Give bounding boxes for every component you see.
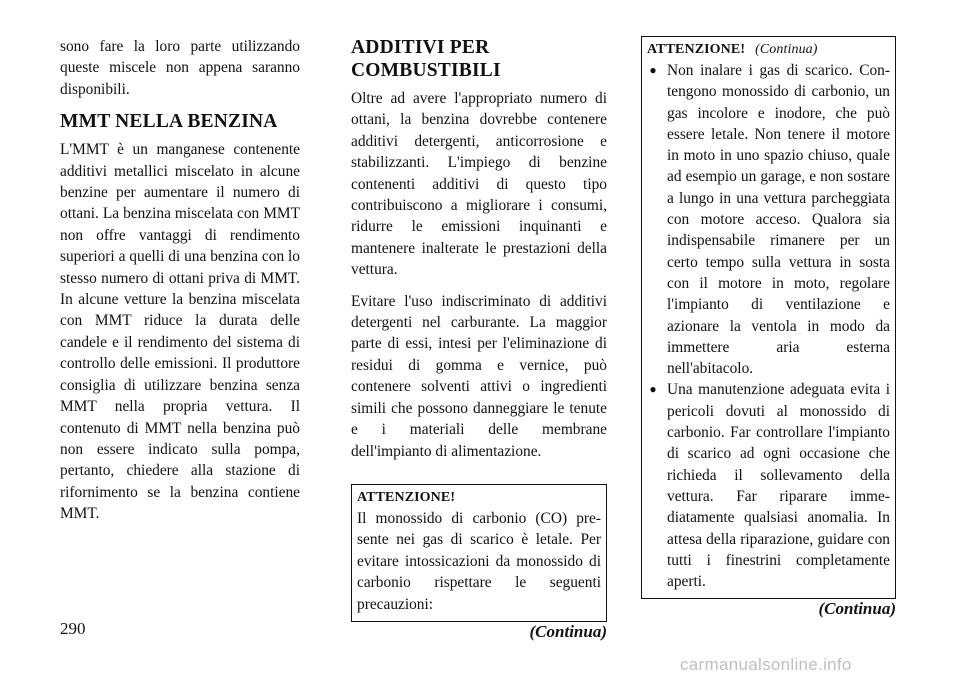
page-number: 290	[60, 619, 86, 638]
bullet-icon: ●	[649, 382, 657, 397]
column-left	[60, 36, 300, 525]
warning-bullet-list	[647, 60, 890, 592]
column-right	[641, 36, 896, 619]
heading-line-2: COMBUSTIBILI	[351, 60, 501, 81]
bullet-icon: ●	[649, 63, 657, 77]
bullet-text: Non inalare i gas di scarico. Contengono monossido di carbonio, un gas incolore e inodore, che può essere letale. Non tenere il motore in moto in uno spazio chiuso, quale ad esempio un garage, e non sostare a lungo in una vettura parcheggiata con motore acceso. Qualora sia indispensabile rimanere per un certo tempo sulla vettura in sosta con il motore in moto, regolare l'impianto di ventilazione e azionare la ventola in modo da immettere aria esterna nell'abitacolo.	[667, 62, 890, 378]
warning-box-continued	[641, 36, 896, 599]
heading-line-1: ADDITIVI PER	[351, 37, 490, 58]
warning-title-text: ATTENZIONE!	[647, 42, 746, 57]
continua-label: (Continua)	[529, 621, 607, 641]
additivi-paragraph-2: Evitare l'uso indiscriminato di additivi detergenti nel carburante. La maggior parte di essi, intesi per l'eliminazione di residui di gomma e vernice, può contenere solventi attivi o ingredienti simili che possono danneggiare le tenute e i materiali delle membrane dell'impianto di alimentazione.	[351, 292, 607, 460]
additivi-paragraph-1: Oltre ad avere l'appropriato numero di ottani, la benzina dovrebbe contenere additivi detergenti, anticorrosione e stabilizzanti. L'impiego di benzine contenenti additivi di questo tipo contribuiscono a migliorare i consumi, ridurre le emissioni inquinanti e mantenere inalterate le prestazioni della vettura.	[351, 90, 607, 279]
list-item	[647, 60, 890, 379]
section-heading-mmt: MMT NELLA BENZINA	[60, 111, 278, 133]
mmt-paragraph: L'MMT è un manganese contenente additivi metallici miscelato in alcune benzine per aumentare il numero di ottani. La benzina miscelata con MMT non offre vantaggi di rendimento superiori a quelli di una benzina con lo stesso numero di ottani priva di MMT. In alcune vetture la benzina miscelata con MMT riduce la durata delle candele e il rendimento del sistema di controllo delle emissioni. Il produttore consiglia di utilizzare benzina senza MMT nella propria vettura. Il contenuto di MMT nella benzina può non essere indicato sulla pompa, pertanto, chiedere alla stazione di rifornimento se la benzina contiene MMT.	[60, 141, 300, 523]
warning-title	[647, 40, 890, 60]
column-middle	[351, 36, 607, 642]
intro-paragraph: sono fare la loro parte utilizzando queste miscele non appena saranno disponibili.	[60, 38, 300, 98]
warning-box	[351, 484, 607, 622]
list-item	[647, 379, 890, 592]
warning-body: Il monossido di carbonio (CO) presente nei gas di scarico è letale. Per evitare intossicazioni da monossido di carbonio rispettare le seguenti precauzioni:	[357, 509, 601, 613]
bullet-text: Una manutenzione adeguata evita i pericoli dovuti al monossido di carbonio. Far controllare l'impianto di scarico ad ogni occasione che richieda il sollevamento della vettura. Far riparare immediatamente qualsiasi anomalia. In attesa della riparazione, guidare con tutti i finestrini completamente aperti.	[667, 381, 890, 591]
watermark: carmanualsonline.info	[680, 655, 852, 674]
continua-label: (Continua)	[818, 599, 896, 619]
warning-title-continua: (Continua)	[755, 42, 818, 57]
section-heading-additivi	[351, 36, 607, 82]
warning-title: ATTENZIONE!	[357, 489, 456, 505]
